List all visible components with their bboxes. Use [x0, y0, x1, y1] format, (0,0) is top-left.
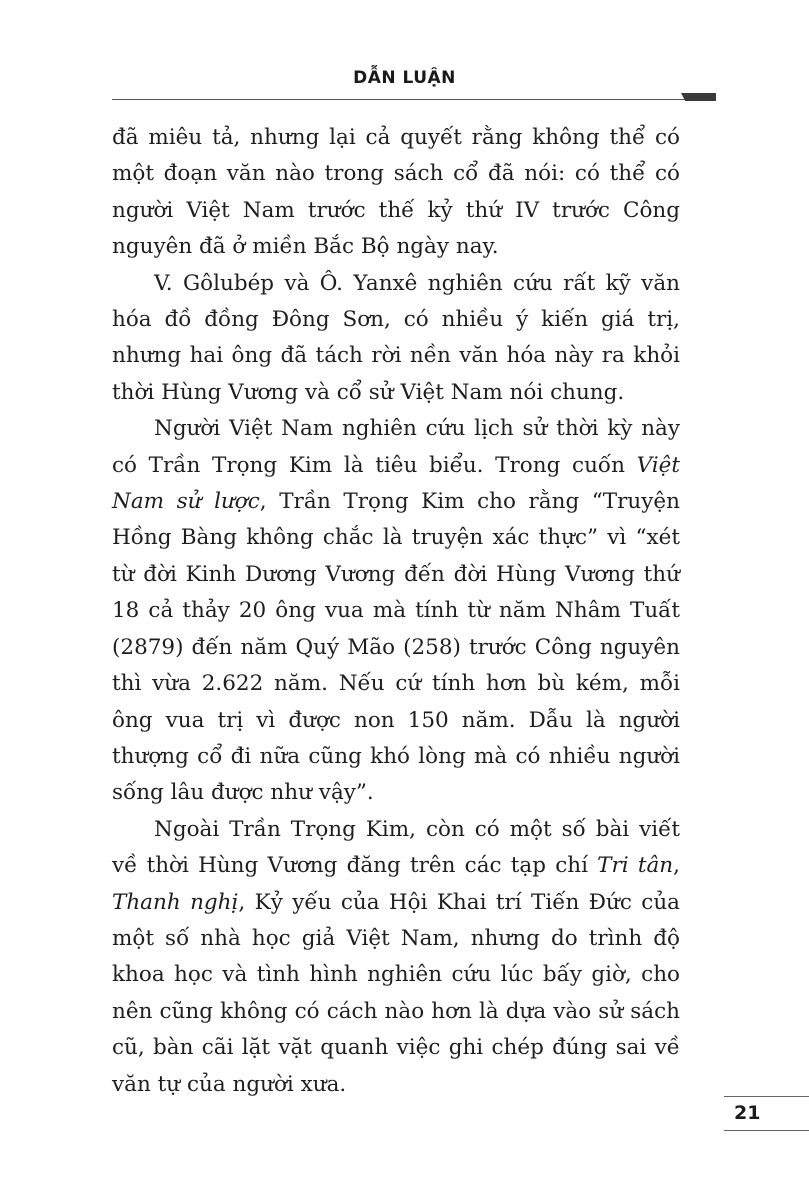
running-head-title: DẪN LUẬN	[353, 68, 456, 88]
paragraph-4-text-b: , Kỷ yếu của Hội Khai trí Tiến Đức của một số nhà học giả Việt Nam, nhưng do trình độ khoa học và tình hình nghiên cứu lúc bấy giờ, cho nên cũng không có cách nào hơn là dựa vào sử sách cũ, bàn cãi lặt vặt quanh việc ghi chép đúng sai về văn tự của người xưa.	[112, 889, 680, 1097]
body-text	[112, 120, 680, 1103]
book-title: Việt Nam sử lược	[112, 452, 680, 515]
paragraph-4	[112, 812, 680, 1103]
paragraph-4-separator: ,	[673, 853, 680, 879]
journal-title-2: Thanh nghị	[112, 889, 239, 915]
paragraph-1: đã miêu tả, nhưng lại cả quyết rằng không thể có một đoạn văn nào trong sách cổ đã nói: có thể có người Việt Nam trước thế kỷ thứ IV trước Công nguyên đã ở miền Bắc Bộ ngày nay.	[112, 125, 680, 260]
page-number-rule-bottom	[724, 1130, 809, 1131]
paragraph-3	[112, 411, 680, 811]
header-rule	[112, 99, 712, 100]
page-number-rule-top	[724, 1096, 809, 1097]
paragraph-4-text-a: Ngoài Trần Trọng Kim, còn có một số bài viết về thời Hùng Vương đăng trên các tạp chí	[112, 816, 680, 879]
paragraph-3-text-a: Người Việt Nam nghiên cứu lịch sử thời kỳ này có Trần Trọng Kim là tiêu biểu. Trong cuốn	[112, 416, 680, 478]
header-tab-mark	[681, 93, 716, 101]
page-number: 21	[734, 1102, 761, 1124]
paragraph-3-text-b: , Trần Trọng Kim cho rằng “Truyện Hồng Bàng không chắc là truyện xác thực” vì “xét từ đời Kinh Dương Vương đến đời Hùng Vương thứ 18 cả thảy 20 ông vua mà tính từ năm Nhâm Tuất (2879) đến năm Quý Mão (258) trước Công nguyên thì vừa 2.622 năm. Nếu cứ tính hơn bù kém, mỗi ông vua trị vì được non 150 năm. Dẫu là người thượng cổ đi nữa cũng khó lòng mà có nhiều người sống lâu được như vậy”.	[112, 489, 680, 806]
journal-title-1: Tri tân	[597, 853, 674, 879]
paragraph-2: V. Gôlubép và Ô. Yanxê nghiên cứu rất kỹ văn hóa đồ đồng Đông Sơn, có nhiều ý kiến giá trị, nhưng hai ông đã tách rời nền văn hóa này ra khỏi thời Hùng Vương và cổ sử Việt Nam nói chung.	[112, 270, 680, 405]
